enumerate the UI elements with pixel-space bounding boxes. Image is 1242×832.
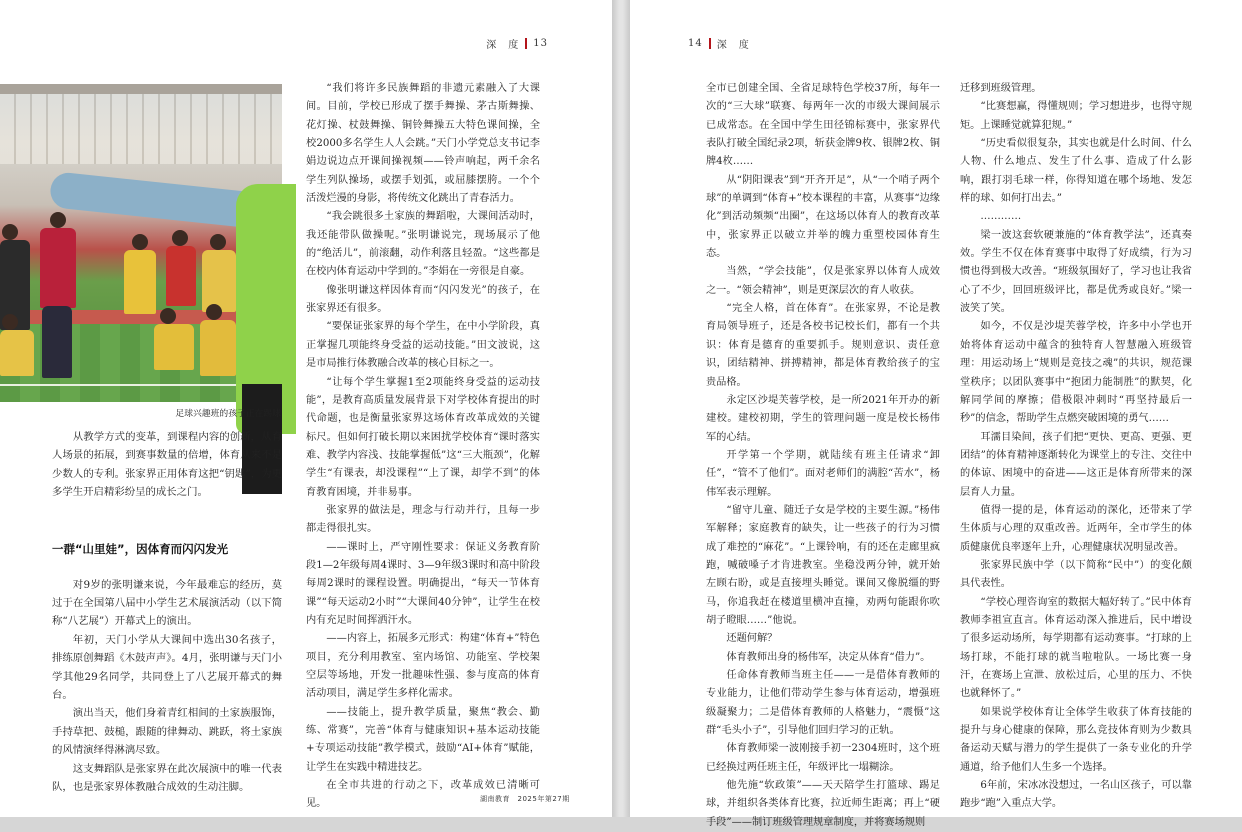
- body-paragraph: 体育教师梁一波刚接手初一2304班时，这个班已经换过两任班主任，年级评比一塌糊涂。: [706, 743, 940, 773]
- body-paragraph: 梁一波这套软硬兼施的“体育教学法”，还真奏效。学生不仅在体育赛事中取得了好成绩，行为习惯也得到极大改善。“班级氛围好了，学习也让我省心了不少，回回班级评比，都是优秀或良好。”梁一波笑了笑。: [960, 229, 1192, 315]
- photo-person: [124, 250, 156, 314]
- section-label: 深 度: [486, 40, 520, 51]
- page-header-right: [688, 36, 750, 51]
- body-paragraph: 任命体育教师当班主任——一是借体育教师的专业能力，让他们带动学生参与体育运动，增强班级凝聚力；二是借体育教师的人格魅力，“震慑”这群“毛头小子”，引导他们回归学习的正轨。: [706, 670, 940, 737]
- photo-caption: 足球兴趣班的孩子正在踢球: [175, 409, 281, 419]
- photo-person: [206, 304, 222, 320]
- body-paragraph: 当然，“学会技能”，仅是张家界以体育人成效之一。“领会精神”，则是更深层次的育人收获。: [706, 266, 940, 296]
- body-paragraph: 6年前，宋冰冰没想过，一名山区孩子，可以靠跑步“跑”入重点大学。: [960, 780, 1192, 810]
- body-paragraph: “历史看似很复杂，其实也就是什么时间、什么人物、什么地点、发生了什么事、造成了什么影响，跟打羽毛球一样，你得知道在哪个场地、发怎样的球、如何打出去。”: [960, 138, 1192, 205]
- body-paragraph: …………: [980, 211, 1022, 223]
- page-header-left: [486, 36, 548, 51]
- section-heading: 一群“山里娃”，因体育而闪闪发光: [52, 541, 229, 556]
- body-paragraph: “要保证张家界的每个学生，在中小学阶段，真正掌握几项能终身受益的运动技能。”田文波说，这是市局推行体教融合改革的核心目标之一。: [306, 321, 540, 370]
- body-paragraph: 如今，不仅是沙堤芙蓉学校，许多中小学也开始将体育运动中蕴含的独特育人智慧融入班级管理：用运动场上“规则是竞技之魂”的共识，规范课堂秩序；以团队赛事中“抱团力能制胜”的默契，化解同学间的摩擦；借极限冲刺时“再坚持最后一秒”的信念，帮助学生点燃突破困境的勇气……: [960, 321, 1192, 425]
- photo-person: [202, 250, 236, 312]
- body-paragraph: 张家界的做法是，理念与行动并行，且每一步都走得很扎实。: [306, 504, 540, 535]
- body-paragraph: 耳濡目染间，孩子们把“更快、更高、更强、更团结”的体育精神逐渐转化为课堂上的专注、交往中的体谅、困境中的奋进——这正是体育所带来的深层育人力量。: [960, 431, 1192, 498]
- body-paragraph: “留守儿童、随迁子女是学校的主要生源。”杨伟军解释；家庭教育的缺失，让一些孩子的行为习惯成了难控的“麻花”。“上课铃响，有的还在走廊里疯跑，喊破嗓子才肯进教室。坐稳没两分钟，就开始左顾右盼，或是直接埋头睡觉。课间又像脱缰的野马，你追我赶在楼道里横冲直撞，劝两句能跟你吹胡子瞪眼……”他说。: [706, 504, 940, 626]
- photo-person: [50, 212, 66, 228]
- photo-person: [40, 228, 76, 308]
- body-paragraph: 演出当天，他们身着青红相间的土家族服饰，手持草把、鼓槌，跟随的律舞动、跳跃，将土家族的风情演绎得淋漓尽致。: [52, 707, 282, 757]
- body-paragraph: 值得一提的是，体育运动的深化，还带来了学生体质与心理的双重改善。近两年，全市学生的体质健康优良率逐年上升，心理健康状况明显改善。: [960, 504, 1192, 553]
- left-column-2: [306, 80, 540, 814]
- body-paragraph: 年初，天门小学从大课间中选出30名孩子，排练原创舞蹈《木鼓声声》。4月，张明谦与天门小学其他29名同学，共同登上了八艺展开幕式的舞台。: [52, 633, 283, 702]
- body-paragraph: 迁移到班级管理。: [960, 83, 1042, 94]
- body-paragraph: 如果说学校体育让全体学生收获了体育技能的提升与身心健康的保障，那么竞技体育则为少数具备运动天赋与潜力的学生提供了一条专业化的升学通道，给予他们人生多一个选择。: [960, 706, 1192, 773]
- page-number: 14: [688, 38, 703, 49]
- photo-person: [2, 314, 18, 330]
- body-paragraph: ——内容上，拓展多元形式：构建“体育+”特色项目，充分利用教室、室内场馆、功能室、学校架空层等场地，开发一批趣味性强、参与度高的体育活动项目，满足学生多样化需求。: [306, 633, 540, 700]
- body-paragraph: ——技能上，提升教学质量，聚焦“教会、勤练、常赛”，完善“体育与健康知识+基本运动技能+专项运动技能”教学模式，鼓励“AI+体育”赋能，让学生在实践中精进技艺。: [306, 706, 540, 773]
- body-paragraph: 从“阴阳课表”到“开齐开足”，从“一个哨子两个球”的单调到“体育+”校本课程的丰富，从赛事“边缘化”到活动频频“出圈”，在这场以体育人的教育改革中，张家界正以破立并举的魄力重塑校园体育生态。: [706, 174, 940, 260]
- header-accent-bar: [709, 38, 711, 49]
- photo-person: [166, 246, 196, 306]
- body-paragraph: “比赛想赢，得懂规则；学习想进步，也得守规矩。上课睡觉就算犯规。”: [960, 101, 1192, 131]
- photo-person: [0, 330, 34, 376]
- header-accent-bar: [525, 38, 527, 49]
- photo-person: [132, 234, 148, 250]
- body-paragraph: 这支舞蹈队是张家界在此次展演中的唯一代表队，也是张家界体教融合成效的生动注脚。: [52, 762, 282, 794]
- body-paragraph: “我们将许多民族舞蹈的非遗元素融入了大课间。目前，学校已形成了摆手舞操、茅古斯舞操、花灯操、杖鼓舞操、铜铃舞操五大特色课间操，全校2000多名学生人人会跳。”天门小学党总支书记李娟边说边点开课间操视频——铃声响起，两千余名学生列队操场，或摆手划弧，或屈膝摆胯。一个个活泼烂漫的身影，将传统文化跳出了青春活力。: [306, 83, 540, 205]
- body-paragraph: 在全市共进的行动之下，改革成效已清晰可见。: [306, 780, 540, 810]
- body-paragraph: 开学第一个学期，就陆续有班主任请求“卸任”，“管不了他们”。面对老师们的满腔“苦水”，杨伟军表示理解。: [706, 449, 940, 498]
- photo-person: [172, 230, 188, 246]
- body-paragraph: 还题何解？: [726, 633, 778, 645]
- photo-building: [0, 84, 282, 164]
- body-paragraph: “我会跳很多土家族的舞蹈啦，大课间活动时，我还能带队做操呢。”张明谦说完，现场展示了他的“绝活儿”，前滚翻，动作利落且轻盈。“这些都是在校内体育运动中学到的。”李娟在一旁很是自豪。: [306, 211, 540, 278]
- left-page: [0, 0, 612, 817]
- photo-person: [160, 308, 176, 324]
- right-column-1: [706, 80, 940, 832]
- page-footer: 湖南教育 2025年第27期: [480, 795, 570, 803]
- left-column-1: [52, 428, 282, 797]
- body-paragraph: “让每个学生掌握1至2项能终身受益的运动技能”，是教育高质量发展背景下对学校体育提出的时代命题，也是衡量张家界这场体育改革成效的关键标尺。但如何打破长期以来困扰学校体育“课时落实难、教学内容浅、技能掌握低”这“三大瓶颈”，化解学生“有课表，却没课程”“上了课，却学不到”的体育教育困境，并非易事。: [306, 376, 540, 498]
- page-number: 13: [533, 38, 548, 49]
- photo-person: [2, 224, 18, 240]
- page-gutter: [612, 0, 630, 817]
- intro-paragraph: 从教学方式的变革，到课程内容的创新，从育人场景的拓展，到赛事数量的倍增，体育从来不是少数人的专利。张家界正用体育这把“钥匙”，为更多学生开启精彩纷呈的成长之门。: [52, 431, 282, 499]
- body-paragraph: 全市已创建全国、全省足球特色学校37所，每年一次的“三大球”联赛、每两年一次的市级大课间展示已成常态。在全国中学生田径锦标赛中，张家界代表队打破全国纪录2项，斩获金牌9枚、银牌2枚、铜牌4枚……: [706, 83, 940, 168]
- body-paragraph: ——课时上，严守刚性要求：保证义务教育阶段1—2年级每周4课时、3—9年级3课时和高中阶段每周2课时的课程设置。明确提出，“每天一节体育课”“每天运动2小时”“大课间40分钟”，让学生在校内有充足时间挥洒汗水。: [306, 541, 540, 626]
- photo-person: [200, 320, 236, 376]
- body-paragraph: 张家界民族中学（以下简称“民中”）的变化颇具代表性。: [960, 559, 1192, 590]
- photo-player-arm: [49, 171, 262, 229]
- photo-person: [210, 234, 226, 250]
- body-paragraph: 他先施“软政策”——天天陪学生打篮球、踢足球，并组织各类体育比赛，拉近师生距离；再上“硬手段”——制订班级管理规章制度，并将赛场规则: [706, 780, 940, 828]
- section-label: 深 度: [716, 40, 750, 51]
- body-paragraph: 体育教师出身的杨伟军，决定从体育“借力”。: [726, 651, 931, 663]
- body-paragraph: 永定区沙堤芙蓉学校，是一所2021年开办的新建校。建校初期，学生的管理问题一度是校长杨伟军的心结。: [706, 394, 940, 443]
- football-class-photo: [0, 84, 282, 402]
- photo-person: [154, 324, 194, 370]
- body-paragraph: 像张明谦这样因体育而“闪闪发光”的孩子，在张家界还有很多。: [306, 284, 540, 315]
- photo-person: [42, 306, 72, 378]
- body-paragraph: “学校心理咨询室的数据大幅好转了。”民中体育教师李祖宣直言。体育运动深入推进后，民中增设了很多运动场所，每学期都有运动赛事。“打球的上场打球，不能打球的就当啦啦队。一场比赛一身汗，在赛场上宣泄、放松过后，心里的压力、不快也就释怀了。”: [960, 596, 1192, 700]
- body-paragraph: 对9岁的张明谦来说，今年最难忘的经历，莫过于在全国第八届中小学生艺术展演活动（以下简称“八艺展”）开幕式上的演出。: [52, 578, 282, 628]
- body-paragraph: “完全人格，首在体育”。在张家界，不论是教育局领导班子，还是各校书记校长们，都有一个共识：体育是德育的重要抓手。规则意识、责任意识，团结精神、拼搏精神，都是体育教给孩子的宝贵品格。: [706, 303, 940, 388]
- right-column-2: [960, 80, 1192, 814]
- photo-roof: [0, 84, 282, 94]
